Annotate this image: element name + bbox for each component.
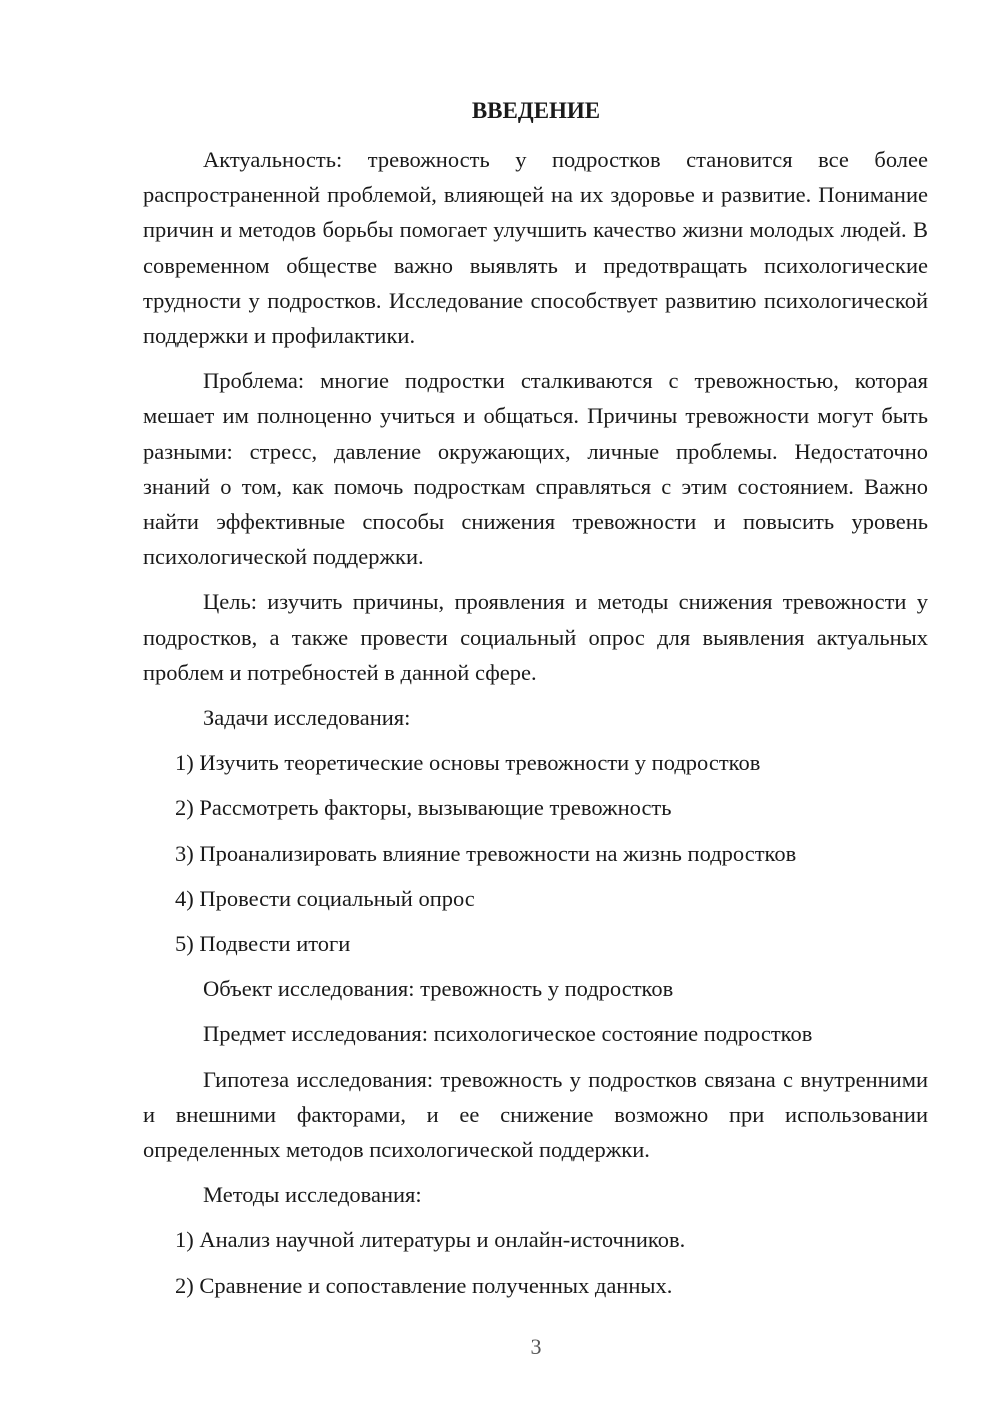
paragraph-problem: Проблема: многие подростки сталкиваются с тревожностью, которая мешает им полноценно учиться и общаться. Причины тревожности могут быть разными: стресс, давление окружающих, личные проблемы. Недостаточно знаний о том, как помочь подросткам справляться с этим состоянием. Важно найти эффективные способы снижения тревожности и повысить уровень психологической поддержки.: [143, 368, 928, 570]
method-item: 2) Сравнение и сопоставление полученных данных.: [175, 1272, 673, 1298]
task-item: 1) Изучить теоретические основы тревожности у подростков: [175, 750, 761, 776]
paragraph-goal: Цель: изучить причины, проявления и методы снижения тревожности у подростков, а также провести социальный опрос для выявления актуальных проблем и потребностей в данной сфере.: [143, 589, 928, 685]
page-number: 3: [530, 1334, 542, 1359]
paragraph-subject: Предмет исследования: психологическое состояние подростков: [203, 1021, 813, 1047]
task-item: 3) Проанализировать влияние тревожности на жизнь подростков: [175, 840, 797, 866]
task-item: 5) Подвести итоги: [175, 931, 351, 957]
section-title: ВВЕДЕНИЕ: [471, 98, 601, 123]
paragraph-hypothesis: Гипотеза исследования: тревожность у подростков связана с внутренними и внешними факторами, и ее снижение возможно при использовании определенных методов психологической поддержки.: [143, 1066, 928, 1163]
task-item: 4) Провести социальный опрос: [175, 885, 475, 911]
tasks-heading: Задачи исследования:: [203, 705, 411, 731]
body-text: [143, 142, 928, 1313]
methods-heading: Методы исследования:: [203, 1182, 422, 1208]
method-item: 1) Анализ научной литературы и онлайн-источников.: [175, 1227, 686, 1253]
paragraph-relevance: Актуальность: тревожность у подростков становится все более распространенной проблемой, влияющей на их здоровье и развитие. Понимание причин и методов борьбы помогает улучшить качество жизни молодых людей. В современном обществе важно выявлять и предотвращать психологические трудности у подростков. Исследование способствует развитию психологической поддержки и профилактики.: [143, 147, 928, 349]
paragraph-object: Объект исследования: тревожность у подростков: [203, 976, 674, 1002]
task-item: 2) Рассмотреть факторы, вызывающие тревожность: [175, 795, 672, 821]
